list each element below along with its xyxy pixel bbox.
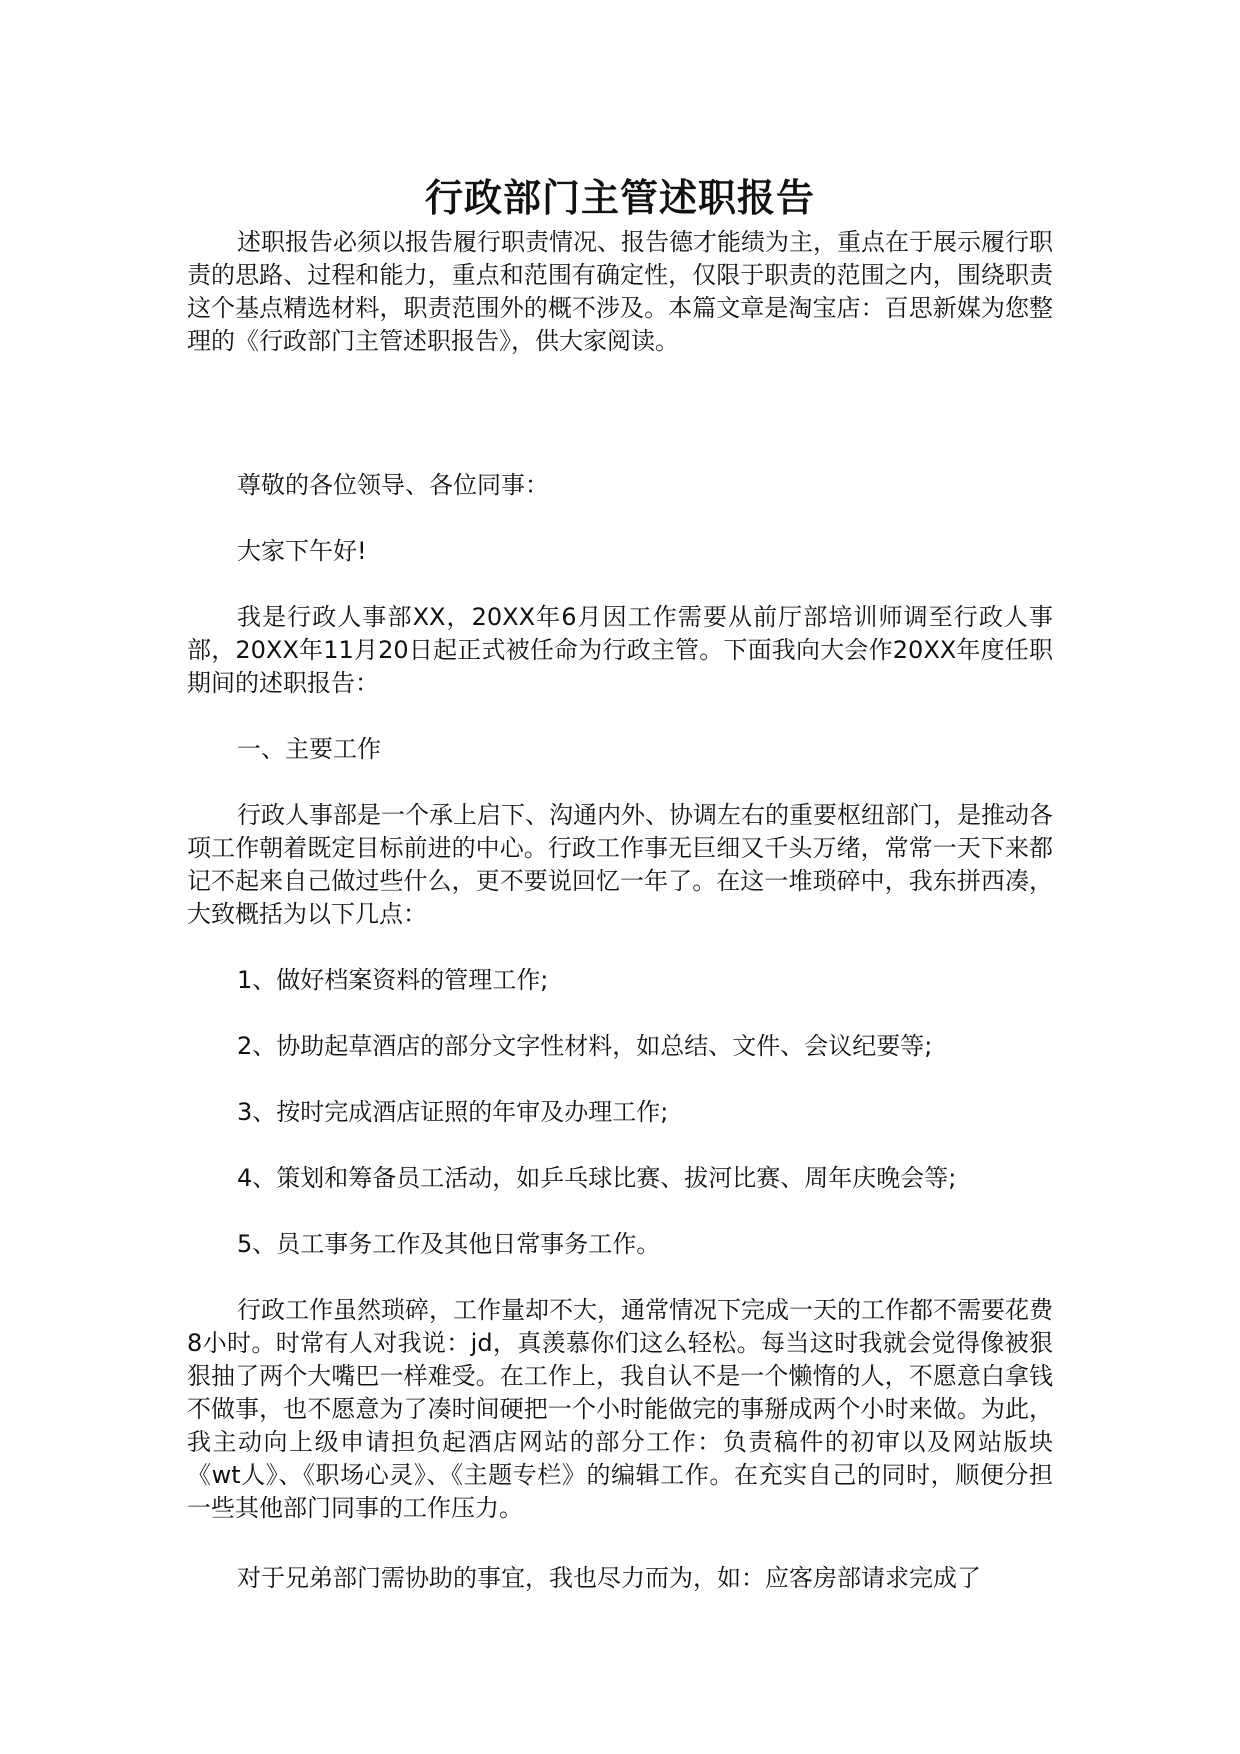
self-introduction-paragraph: 我是行政人事部XX，20XX年6月因工作需要从前厅部培训师调至行政人事部，20XX年11月20日起正式被任命为行政主管。下面我向大会作20XX年度任职期间的述职报告： xyxy=(187,603,1053,697)
workload-paragraph: 行政工作虽然琐碎，工作量却不大，通常情况下完成一天的工作都不需要花费8小时。时常有人对我说：jd，真羡慕你们这么轻松。每当这时我就会觉得像被狠狠抽了两个大嘴巴一样难受。在工作上，我自认不是一个懒惰的人，不愿意白拿钱不做事，也不愿意为了凑时间硬把一个小时能做完的事掰成两个小时来做。为此，我主动向上级申请担负起酒店网站的部分工作：负责稿件的初审以及网站版块《wt人》、《职场心灵》、《主题专栏》的编辑工作。在充实自己的同时，顺便分担一些其他部门同事的工作压力。 xyxy=(187,1296,1053,1522)
list-item: 4、策划和筹备员工活动，如乒乓球比赛、拔河比赛、周年庆晚会等; xyxy=(237,1164,957,1192)
document-body xyxy=(187,170,1053,1595)
list-item: 5、员工事务工作及其他日常事务工作。 xyxy=(237,1230,661,1258)
list-item: 1、做好档案资料的管理工作; xyxy=(237,966,549,994)
cooperation-paragraph: 对于兄弟部门需协助的事宜，我也尽力而为，如：应客房部请求完成了 xyxy=(237,1564,981,1592)
greeting: 大家下午好! xyxy=(237,537,367,565)
salutation: 尊敬的各位领导、各位同事： xyxy=(237,471,549,499)
list-item: 3、按时完成酒店证照的年审及办理工作; xyxy=(237,1098,669,1126)
list-item: 2、协助起草酒店的部分文字性材料，如总结、文件、会议纪要等; xyxy=(237,1032,933,1060)
department-description-paragraph: 行政人事部是一个承上启下、沟通内外、协调左右的重要枢纽部门，是推动各项工作朝着既定目标前进的中心。行政工作事无巨细又千头万绪，常常一天下来都记不起来自己做过些什么，更不要说回忆一年了。在这一堆琐碎中，我东拼西凑，大致概括为以下几点： xyxy=(187,801,1053,928)
intro-paragraph: 述职报告必须以报告履行职责情况、报告德才能绩为主，重点在于展示履行职责的思路、过程和能力，重点和范围有确定性，仅限于职责的范围之内，围绕职责这个基点精选材料，职责范围外的概不涉及。本篇文章是淘宝店：百思新媒为您整理的《行政部门主管述职报告》，供大家阅读。 xyxy=(187,228,1053,355)
document-title: 行政部门主管述职报告 xyxy=(424,176,815,220)
section-heading-main-work: 一、主要工作 xyxy=(237,735,381,763)
